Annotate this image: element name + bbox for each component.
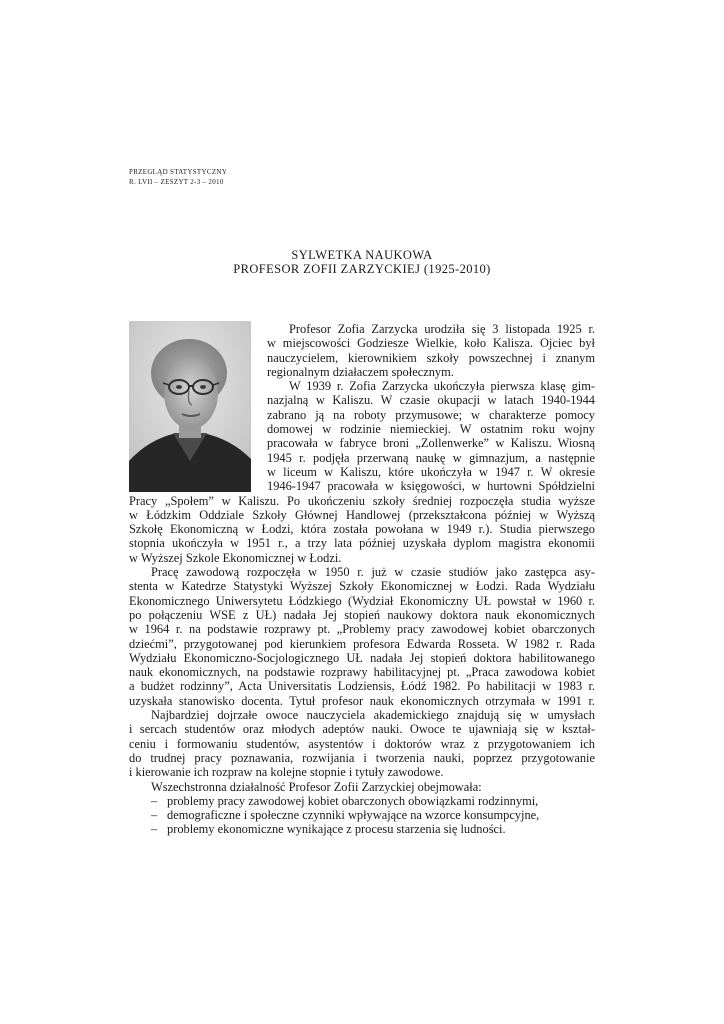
text-line: domowej w rodzinie niemieckiej. W ostatnim roku wojny bbox=[267, 422, 595, 437]
text-line: nazjalną w Kaliszu. W czasie okupacji w latach 1940-1944 bbox=[267, 393, 595, 408]
text-line: w Łódzkim Oddziale Szkoły Głównej Handlowej (przekształcona później w Wyższą bbox=[129, 507, 595, 522]
paragraph-5 bbox=[129, 780, 595, 837]
article-body bbox=[129, 322, 595, 837]
text-line: nauczycielem, kierownikiem szkoły powszechnej i znanym bbox=[267, 350, 595, 365]
text-line: nauk ekonomicznych, na podstawie rozprawy habilitacyjnej pt. „Praca zawodowa kobiet bbox=[129, 665, 595, 680]
list-dash: – bbox=[151, 822, 158, 837]
list-dash: – bbox=[151, 793, 158, 808]
text-line: zabrano ją na roboty przymusowe; w charakterze pomocy bbox=[267, 407, 595, 422]
article-title-line-1: SYLWETKA NAUKOWA bbox=[291, 248, 433, 262]
text-line: 1945 r. podjęła przerwaną naukę w gimnazjum, a następnie bbox=[267, 450, 595, 465]
paragraph-2 bbox=[129, 379, 595, 565]
text-line: Pracy „Społem” w Kaliszu. Po ukończeniu szkoły średniej rozpoczęła studia wyższe bbox=[129, 493, 595, 508]
text-line: regionalnym działaczem społecznym. bbox=[267, 364, 454, 379]
article-title-line-2: PROFESOR ZOFII ZARZYCKIEJ (1925-2010) bbox=[233, 262, 491, 276]
text-line: 1946-1947 pracowała w księgowości, w hurtowni Spółdzielni bbox=[267, 479, 595, 494]
text-line: uzyskała stanowisko docenta. Tytuł profesor nauk ekonomicznych otrzymała w 1991 r. bbox=[129, 693, 595, 708]
journal-volume: R. LVII – ZESZYT 2-3 – 2010 bbox=[129, 178, 224, 186]
text-line: Szkołę Ekonomiczną w Łodzi, która została powołana w 1949 r.). Studia pierwszego bbox=[129, 522, 595, 537]
list-item bbox=[129, 822, 595, 836]
journal-name: PRZEGLĄD STATYSTYCZNY bbox=[129, 168, 228, 176]
text-line: Wydziału Ekonomiczno-Socjologicznego UŁ nadała Jej stopień doktora habilitowanego bbox=[129, 650, 595, 665]
list-dash: – bbox=[151, 808, 158, 823]
text-line: w 1964 r. na podstawie rozprawy pt. „Problemy pracy zawodowej kobiet obarczonych bbox=[129, 622, 595, 637]
paragraph-3 bbox=[129, 565, 595, 708]
text-line: w miejscowości Godziesze Wielkie, koło Kalisza. Ojciec był bbox=[267, 336, 595, 351]
journal-header bbox=[129, 167, 227, 187]
text-line: a budżet rodzinny”, Acta Universitatis Lodziensis, Łódź 1982. Po habilitacji w 1983 r. bbox=[129, 679, 595, 694]
text-line: stenta w Katedrze Statystyki Wyższej Szkoły Ekonomicznej w Łodzi. Rada Wydziału bbox=[129, 579, 595, 594]
text-line: pracowała w fabryce broni „Zollenwerke” w Kaliszu. Wiosną bbox=[267, 436, 595, 451]
paragraph-4 bbox=[129, 708, 595, 779]
text-line: i kierowanie ich rozpraw na kolejne stopnie i tytuły zawodowe. bbox=[129, 765, 444, 780]
list-item-text: demograficzne i społeczne czynniki wpływające na wzorce konsumpcyjne, bbox=[167, 808, 540, 823]
text-line: stopnia ukończyła w 1951 r., a trzy lata później uzyskała dyplom magistra ekonomii bbox=[129, 536, 595, 551]
text-line: Profesor Zofia Zarzycka urodziła się 3 listopada 1925 r. bbox=[289, 322, 595, 336]
text-line: Ekonomicznego Uniwersytetu Łódzkiego (Wydział Ekonomiczny UŁ powstał w 1960 r. bbox=[129, 593, 595, 608]
text-line: w liceum w Kaliszu, które ukończyła w 1947 r. W okresie bbox=[267, 464, 595, 479]
text-line: Wszechstronna działalność Profesor Zofii Zarzyckiej obejmowała: bbox=[151, 779, 482, 794]
text-line: Pracę zawodową rozpoczęła w 1950 r. już w czasie studiów jako zastępca asy- bbox=[151, 565, 595, 580]
list-item bbox=[129, 808, 595, 822]
text-line: i sercach studentów oraz młodych adeptów nauki. Owoce te ujawniają się w kształ- bbox=[129, 722, 595, 737]
text-line: Najbardziej dojrzałe owoce nauczyciela akademickiego znajdują się w umysłach bbox=[151, 708, 595, 723]
text-line: po połączeniu WSE z UŁ) nadała Jej stopień naukowy doktora nauk ekonomicznych bbox=[129, 607, 595, 622]
paragraph-1 bbox=[129, 322, 595, 379]
text-line: W 1939 r. Zofia Zarzycka ukończyła pierwsza klasę gim- bbox=[289, 379, 595, 394]
list-item-text: problemy pracy zawodowej kobiet obarczonych obowiązkami rodzinnymi, bbox=[167, 793, 539, 808]
text-line: ceniu i formowaniu studentów, asystentów i doktorów wraz z przygotowaniem ich bbox=[129, 736, 595, 751]
text-line: w Wyższej Szkole Ekonomicznej w Łodzi. bbox=[129, 550, 342, 565]
list-item-text: problemy ekonomiczne wynikające z procesu starzenia się ludności. bbox=[167, 822, 506, 837]
text-line: dziećmi”, przygotowanej pod kierunkiem profesora Edwarda Rosseta. W 1982 r. Rada bbox=[129, 636, 595, 651]
list-item bbox=[129, 794, 595, 808]
text-line: do trudnej pracy poznawania, rozwijania i tworzenia nauki, poprzez przygotowanie bbox=[129, 750, 595, 765]
